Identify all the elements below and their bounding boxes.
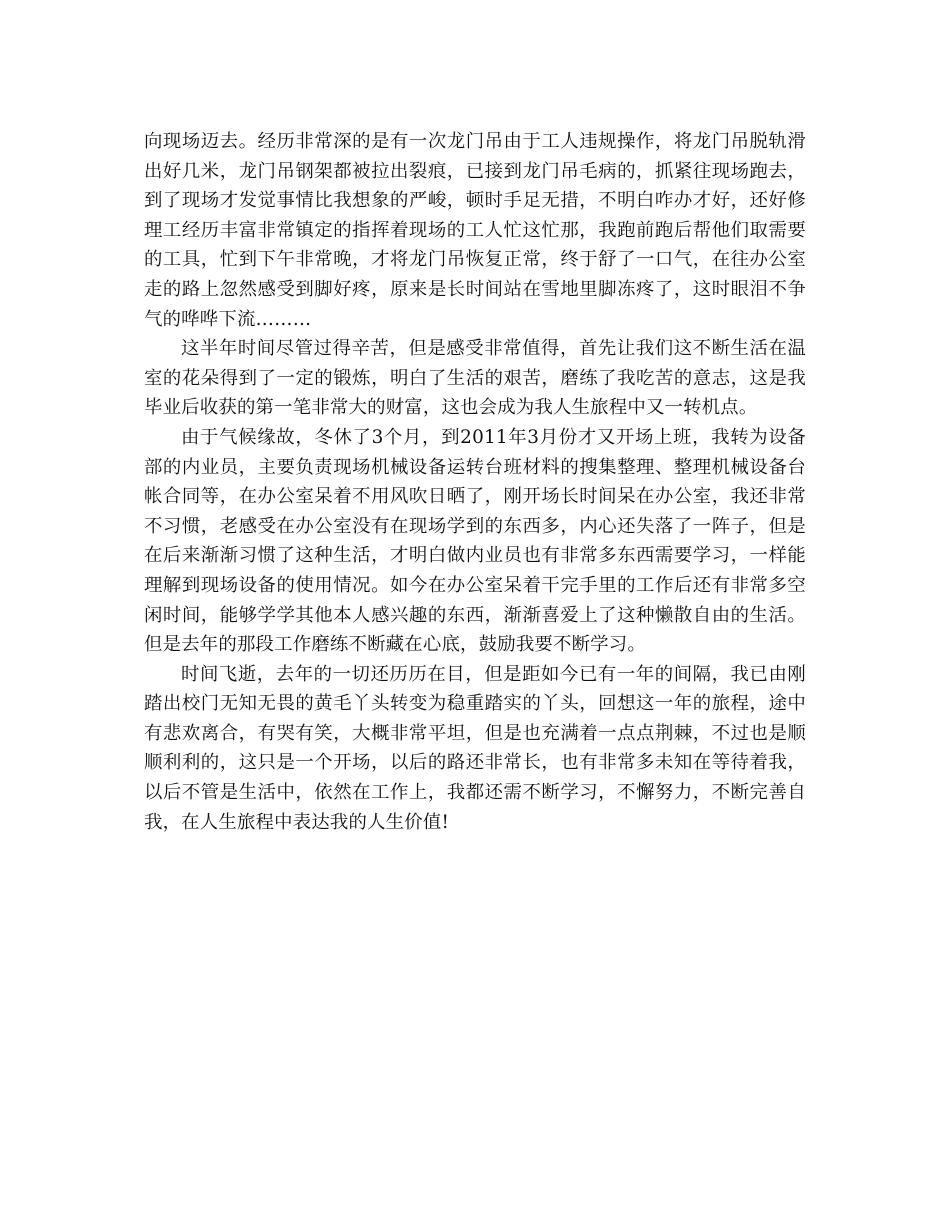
paragraph-2: 这半年时间尽管过得辛苦，但是感受非常值得，首先让我们这不断生活在温室的花朵得到了一定的锻炼，明白了生活的艰苦，磨练了我吃苦的意志，这是我毕业后收获的第一笔非常大的财富，这也会成为我人生旅程中又一转机点。	[144, 338, 806, 419]
paragraph-3: 由于气候缘故，冬休了3个月，到2011年3月份才又开场上班，我转为设备部的内业员，主要负责现场机械设备运转台班材料的搜集整理、整理机械设备台帐合同等，在办公室呆着不用风吹日晒了，刚开场长时间呆在办公室，我还非常不习惯，老感受在办公室没有在现场学到的东西多，内心还失落了一阵子，但是在后来渐渐习惯了这种生活，才明白做内业员也有非常多东西需要学习，一样能理解到现场设备的使用情况。如今在办公室呆着干完手里的工作后还有非常多空闲时间，能够学学其他本人感兴趣的东西，渐渐喜爱上了这种懒散自由的生活。但是去年的那段工作磨练不断藏在心底，鼓励我要不断学习。	[144, 426, 806, 656]
paragraph-1: 向现场迈去。经历非常深的是有一次龙门吊由于工人违规操作，将龙门吊脱轨滑出好几米，龙门吊钢架都被拉出裂痕，已接到龙门吊毛病的，抓紧往现场跑去，到了现场才发觉事情比我想象的严峻，顿时手足无措，不明白咋办才好，还好修理工经历丰富非常镇定的指挥着现场的工人忙这忙那，我跑前跑后帮他们取需要的工具，忙到下午非常晚，才将龙门吊恢复正常，终于舒了一口气，在往办公室走的路上忽然感受到脚好疼，原来是长时间站在雪地里脚冻疼了，这时眼泪不争气的哗哗下流………	[144, 131, 806, 330]
paragraph-4: 时间飞逝，去年的一切还历历在目，但是距如今已有一年的间隔，我已由刚踏出校门无知无畏的黄毛丫头转变为稳重踏实的丫头，回想这一年的旅程，途中有悲欢离合，有哭有笑，大概非常平坦，但是也充满着一点点荆棘，不过也是顺顺利利的，这只是一个开场，以后的路还非常长，也有非常多未知在等待着我，以后不管是生活中，依然在工作上，我都还需不断学习，不懈努力，不断完善自我，在人生旅程中表达我的人生价值!	[144, 663, 806, 833]
document-body	[144, 127, 806, 837]
